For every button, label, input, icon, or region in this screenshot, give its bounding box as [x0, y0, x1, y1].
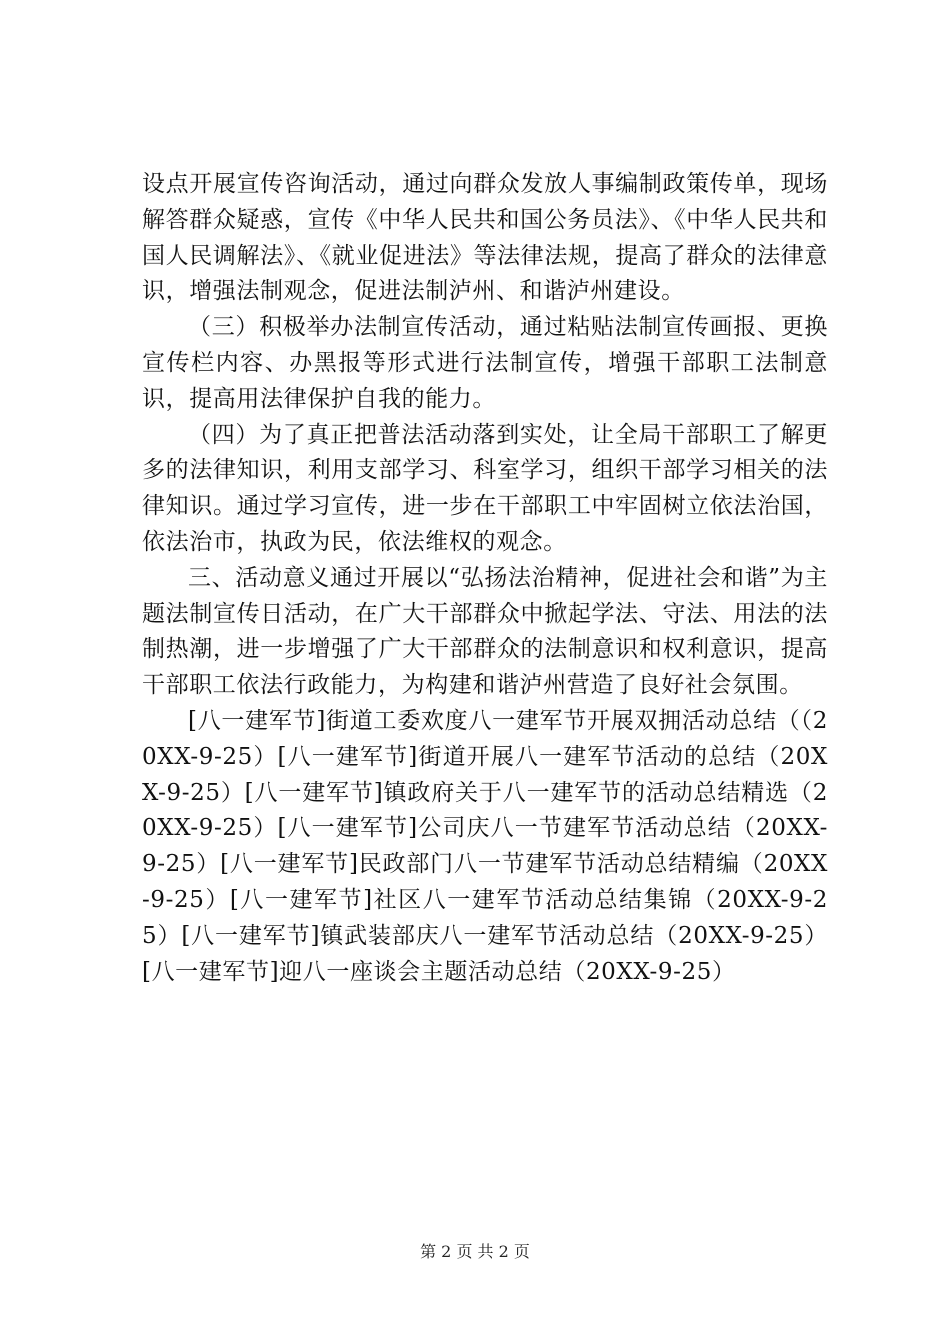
page-number-footer: 第 2 页 共 2 页 — [420, 1242, 530, 1261]
paragraph-continued: 设点开展宣传咨询活动，通过向群众发放人事编制政策传单，现场解答群众疑惑，宣传《中华人民共和国公务员法》、《中华人民共和国人民调解法》、《就业促进法》等法律法规，提高了群众的法律意识，增强法制观念，促进法制泸州、和谐泸州建设。 — [142, 171, 828, 305]
document-body — [142, 167, 828, 990]
paragraph-activity-significance: 三、活动意义通过开展以“弘扬法治精神，促进社会和谐”为主题法制宣传日活动，在广大干部群众中掀起学法、守法、用法的法制热潮，进一步增强了广大干部群众的法制意识和权利意识，提高干部职工依法行政能力，为构建和谐泸州营造了良好社会氛围。 — [142, 564, 828, 699]
paragraph-section-3: （三）积极举办法制宣传活动，通过粘贴法制宣传画报、更换宣传栏内容、办黑报等形式进行法制宣传，增强干部职工法制意识，提高用法律保护自我的能力。 — [142, 314, 828, 412]
paragraph-section-4: （四）为了真正把普法活动落到实处，让全局干部职工了解更多的法律知识，利用支部学习、科室学习，组织干部学习相关的法律知识。通过学习宣传，进一步在干部职工中牢固树立依法治国，依法治市，执政为民，依法维权的观念。 — [142, 421, 828, 555]
paragraph-related-links: [八一建军节]街道工委欢度八一建军节开展双拥活动总结（（20XX-9-25）[八一建军节]街道开展八一建军节活动的总结（20XX-9-25）[八一建军节]镇政府关于八一建军节的活动总结精选（20XX-9-25）[八一建军节]公司庆八一节建军节活动总结（20XX-9-25）[八一建军节]民政部门八一节建军节活动总结精编（20XX-9-25）[八一建军节]社区八一建军节活动总结集锦（20XX-9-25）[八一建军节]镇武装部庆八一建军节活动总结（20XX-9-25）[八一建军节]迎八一座谈会主题活动总结（20XX-9-25） — [142, 707, 828, 985]
